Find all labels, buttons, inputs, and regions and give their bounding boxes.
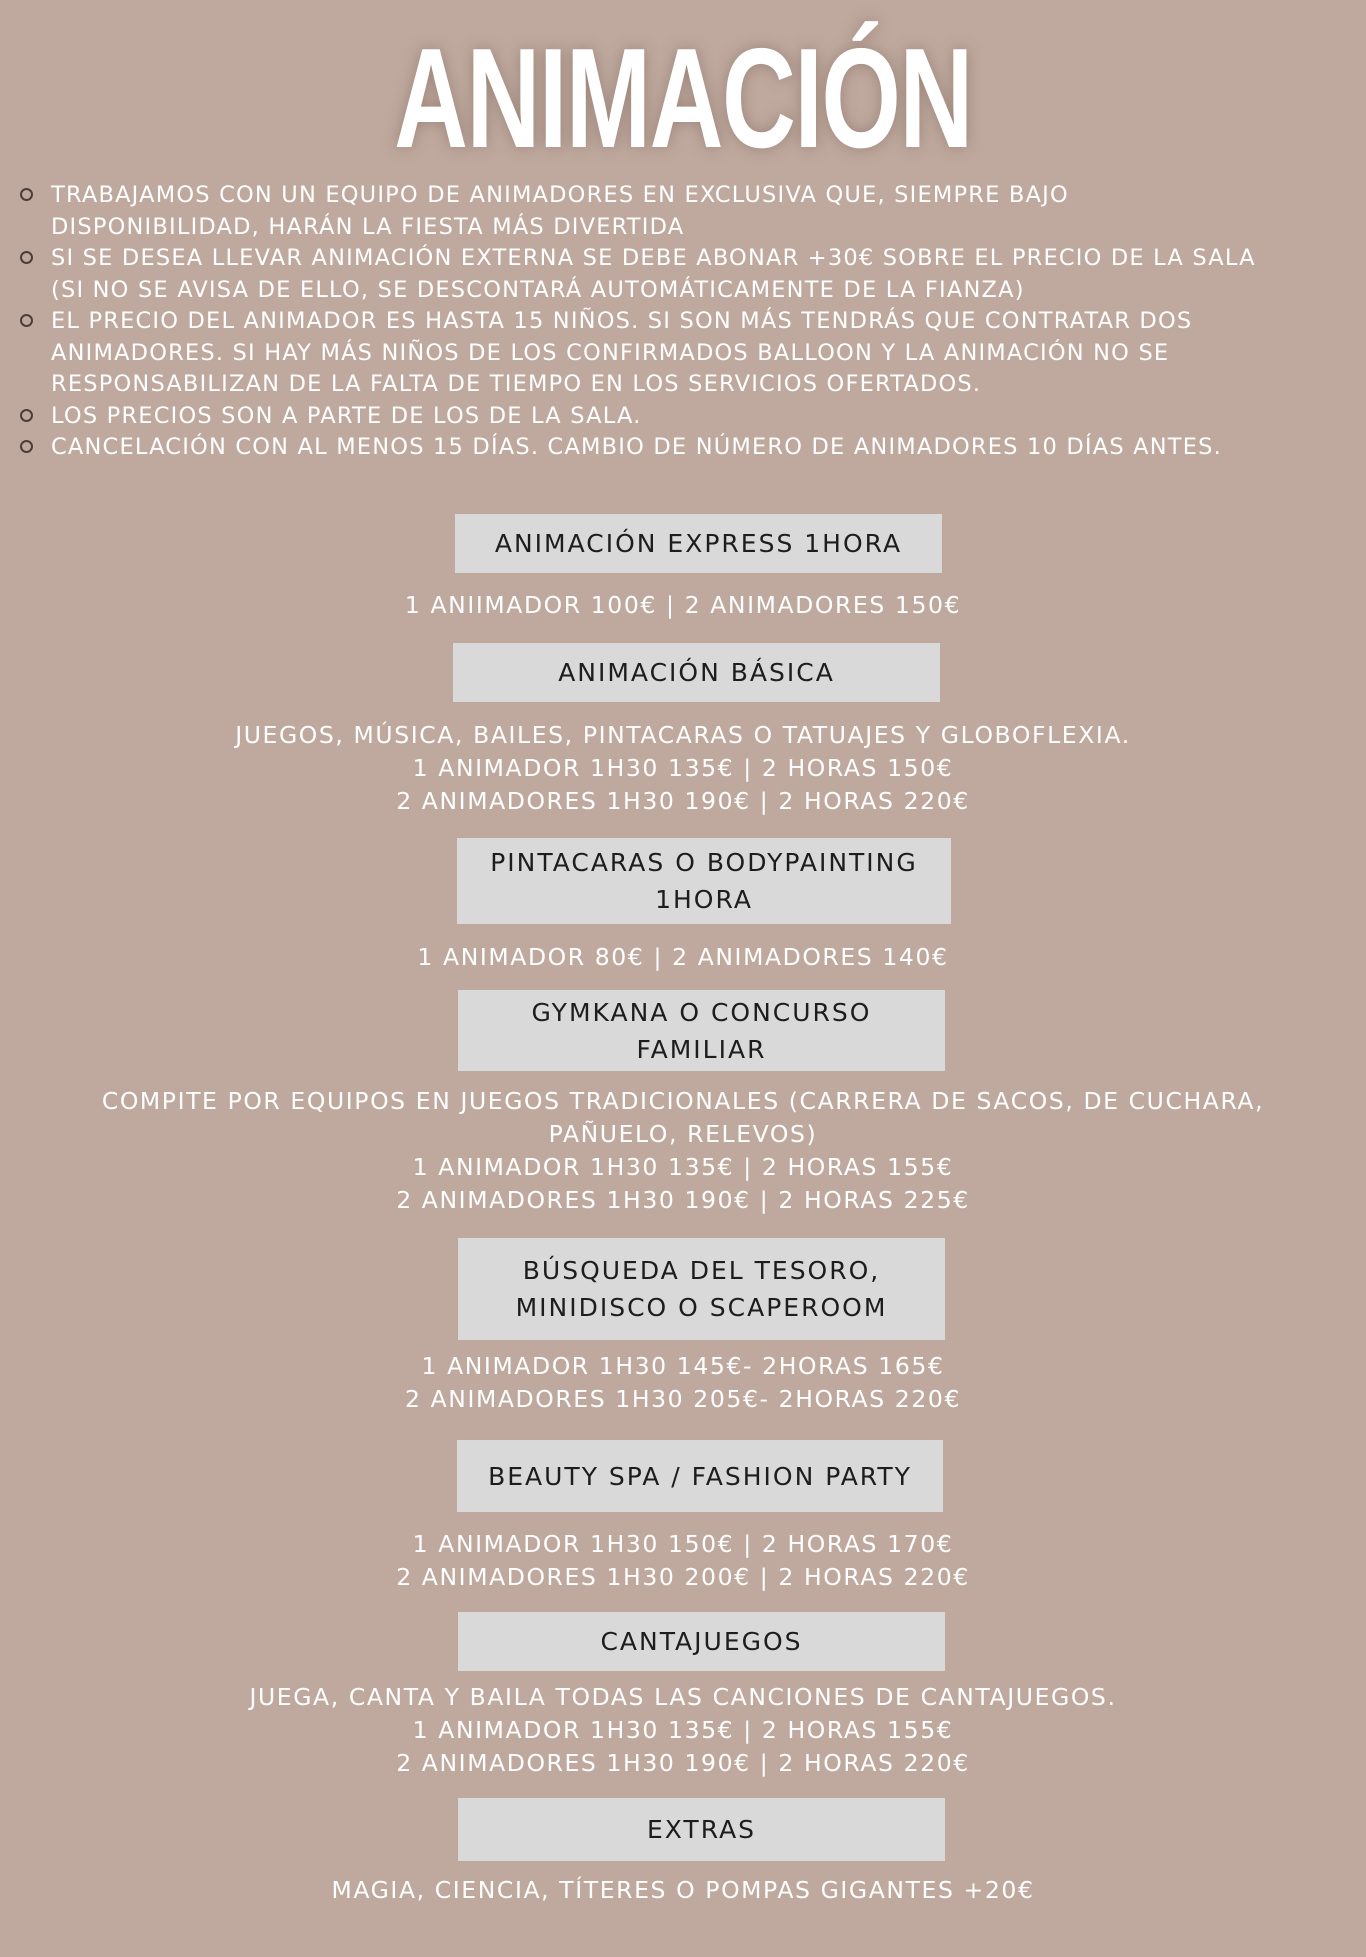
service-name-box xyxy=(458,990,945,1071)
info-item xyxy=(18,432,1358,464)
service-name-box xyxy=(455,514,942,573)
price-line: 2 ANIMADORES 1H30 200€ | 2 HORAS 220€ xyxy=(396,1563,970,1591)
service-prices xyxy=(0,719,1366,818)
price-line: 1 ANIIMADOR 100€ | 2 ANIMADORES 150€ xyxy=(404,591,962,619)
service-prices xyxy=(0,941,1366,974)
service-prices xyxy=(0,1528,1366,1594)
service-name: 1HORA xyxy=(655,885,753,914)
service-prices xyxy=(0,589,1366,622)
service-name: CANTAJUEGOS xyxy=(600,1627,803,1656)
service-name: MINIDISCO O SCAPEROOM xyxy=(515,1293,888,1322)
info-text: CANCELACIÓN CON AL MENOS 15 DÍAS. CAMBIO DE NÚMERO DE ANIMADORES 10 DÍAS ANTES. xyxy=(51,434,1222,460)
circle-bullet-icon xyxy=(20,188,33,201)
service-name: PINTACARAS O BODYPAINTING xyxy=(490,848,918,877)
price-line: 1 ANIMADOR 1H30 135€ | 2 HORAS 155€ xyxy=(412,1716,954,1744)
price-line: 1 ANIMADOR 1H30 150€ | 2 HORAS 170€ xyxy=(412,1530,954,1558)
service-name: ANIMACIÓN EXPRESS 1HORA xyxy=(494,529,903,558)
service-name: BÚSQUEDA DEL TESORO, xyxy=(522,1256,881,1285)
price-line: MAGIA, CIENCIA, TÍTERES O POMPAS GIGANTES +20€ xyxy=(331,1876,1035,1904)
service-name-box xyxy=(458,1612,945,1671)
description-line: JUEGA, CANTA Y BAILA TODAS LAS CANCIONES DE CANTAJUEGOS. xyxy=(249,1683,1117,1711)
service-name-box xyxy=(458,1798,945,1861)
service-name-box xyxy=(453,643,940,702)
service-name-box xyxy=(458,1238,945,1340)
info-item xyxy=(18,306,1358,401)
info-text: ANIMADORES. SI HAY MÁS NIÑOS DE LOS CONFIRMADOS BALLOON Y LA ANIMACIÓN NO SE xyxy=(51,339,1170,366)
service-name: ANIMACIÓN BÁSICA xyxy=(558,658,835,687)
service-name: GYMKANA O CONCURSO xyxy=(531,997,872,1027)
price-line: 1 ANIMADOR 1H30 145€- 2HORAS 165€ xyxy=(421,1352,945,1380)
info-list xyxy=(18,180,1358,464)
price-line: 2 ANIMADORES 1H30 190€ | 2 HORAS 220€ xyxy=(396,787,970,815)
info-text: TRABAJAMOS CON UN EQUIPO DE ANIMADORES EN EXCLUSIVA QUE, SIEMPRE BAJO xyxy=(51,182,1069,208)
info-item xyxy=(18,401,1358,433)
info-text: SI SE DESEA LLEVAR ANIMACIÓN EXTERNA SE DEBE ABONAR +30€ SOBRE EL PRECIO DE LA SALA xyxy=(51,245,1256,271)
info-item xyxy=(18,180,1358,243)
info-text: EL PRECIO DEL ANIMADOR ES HASTA 15 NIÑOS. SI SON MÁS TENDRÁS QUE CONTRATAR DOS xyxy=(51,308,1193,334)
service-name-box xyxy=(457,1440,943,1512)
service-name: BEAUTY SPA / FASHION PARTY xyxy=(488,1461,912,1491)
circle-bullet-icon xyxy=(20,409,33,422)
circle-bullet-icon xyxy=(20,440,33,453)
circle-bullet-icon xyxy=(20,251,33,264)
description-line: COMPITE POR EQUIPOS EN JUEGOS TRADICIONALES (CARRERA DE SACOS, DE CUCHARA, xyxy=(101,1087,1265,1115)
service-name: FAMILIAR xyxy=(636,1034,767,1064)
service-prices xyxy=(0,1681,1366,1780)
price-line: 2 ANIMADORES 1H30 190€ | 2 HORAS 220€ xyxy=(396,1749,970,1777)
service-prices xyxy=(0,1085,1366,1217)
description-line: JUEGOS, MÚSICA, BAILES, PINTACARAS O TATUAJES Y GLOBOFLEXIA. xyxy=(235,721,1131,749)
info-text: (SI NO SE AVISA DE ELLO, SE DESCONTARÁ AUTOMÁTICAMENTE DE LA FIANZA) xyxy=(51,276,1025,303)
price-line: 2 ANIMADORES 1H30 205€- 2HORAS 220€ xyxy=(404,1385,962,1413)
info-text: RESPONSABILIZAN DE LA FALTA DE TIEMPO EN LOS SERVICIOS OFERTADOS. xyxy=(51,371,982,397)
price-line: 1 ANIMADOR 1H30 135€ | 2 HORAS 150€ xyxy=(412,754,954,782)
service-prices xyxy=(0,1350,1366,1416)
price-line: 2 ANIMADORES 1H30 190€ | 2 HORAS 225€ xyxy=(396,1186,970,1214)
price-line: 1 ANIMADOR 1H30 135€ | 2 HORAS 155€ xyxy=(412,1153,954,1181)
circle-bullet-icon xyxy=(20,314,33,327)
service-prices xyxy=(0,1874,1366,1907)
info-text: DISPONIBILIDAD, HARÁN LA FIESTA MÁS DIVERTIDA xyxy=(51,213,685,240)
page-title: ANIMACIÓN xyxy=(394,19,972,178)
info-text: LOS PRECIOS SON A PARTE DE LOS DE LA SALA. xyxy=(51,402,642,429)
service-name-box xyxy=(457,838,951,924)
info-item xyxy=(18,243,1358,306)
service-name: EXTRAS xyxy=(646,1815,757,1844)
description-line: PAÑUELO, RELEVOS) xyxy=(548,1120,818,1148)
price-line: 1 ANIMADOR 80€ | 2 ANIMADORES 140€ xyxy=(417,943,949,971)
